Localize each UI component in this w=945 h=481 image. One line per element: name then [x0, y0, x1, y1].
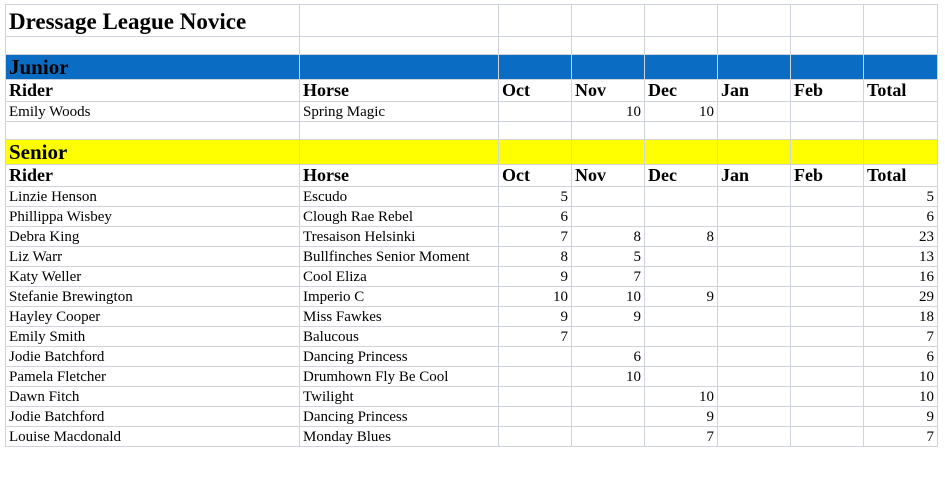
cell-horse[interactable]: Spring Magic — [300, 102, 499, 122]
table-row — [6, 227, 938, 247]
column-header-horse[interactable]: Horse — [300, 165, 499, 187]
column-header-total[interactable]: Total — [864, 165, 938, 187]
league-spreadsheet — [5, 4, 938, 447]
cell-jan[interactable] — [718, 287, 791, 307]
sheet-cell[interactable] — [6, 37, 300, 55]
cell-nov[interactable] — [572, 327, 645, 347]
cell-feb[interactable] — [791, 367, 864, 387]
cell-oct[interactable]: 8 — [499, 247, 572, 267]
cell-horse[interactable]: Escudo — [300, 187, 499, 207]
cell-nov[interactable]: 10 — [572, 287, 645, 307]
cell-feb[interactable] — [791, 267, 864, 287]
cell-horse[interactable]: Clough Rae Rebel — [300, 207, 499, 227]
cell-total[interactable]: 13 — [864, 247, 938, 267]
cell-feb[interactable] — [791, 187, 864, 207]
sheet-cell[interactable] — [864, 55, 938, 80]
sheet-cell[interactable] — [300, 55, 499, 80]
cell-oct[interactable]: 9 — [499, 307, 572, 327]
cell-dec[interactable] — [645, 267, 718, 287]
cell-oct[interactable] — [499, 102, 572, 122]
sheet-cell[interactable] — [718, 122, 791, 140]
cell-total[interactable]: 6 — [864, 207, 938, 227]
sheet-cell[interactable] — [645, 122, 718, 140]
table-row — [6, 427, 938, 447]
sheet-cell[interactable] — [645, 5, 718, 37]
cell-oct[interactable] — [499, 347, 572, 367]
cell-oct[interactable]: 7 — [499, 327, 572, 347]
cell-rider[interactable]: Phillippa Wisbey — [6, 207, 300, 227]
sheet-cell[interactable] — [572, 122, 645, 140]
cell-jan[interactable] — [718, 207, 791, 227]
table-row — [6, 367, 938, 387]
cell-horse[interactable]: Bullfinches Senior Moment — [300, 247, 499, 267]
cell-jan[interactable] — [718, 367, 791, 387]
cell-horse[interactable]: Miss Fawkes — [300, 307, 499, 327]
junior-header-row — [6, 80, 938, 102]
cell-nov[interactable]: 10 — [572, 102, 645, 122]
cell-total[interactable]: 7 — [864, 327, 938, 347]
cell-nov[interactable]: 8 — [572, 227, 645, 247]
cell-total[interactable]: 10 — [864, 387, 938, 407]
table-row — [6, 407, 938, 427]
cell-dec[interactable]: 9 — [645, 407, 718, 427]
cell-rider[interactable]: Debra King — [6, 227, 300, 247]
cell-jan[interactable] — [718, 187, 791, 207]
cell-feb[interactable] — [791, 427, 864, 447]
cell-jan[interactable] — [718, 307, 791, 327]
cell-total[interactable] — [864, 102, 938, 122]
cell-total[interactable]: 23 — [864, 227, 938, 247]
cell-total[interactable]: 18 — [864, 307, 938, 327]
sheet-cell[interactable] — [300, 37, 499, 55]
sheet-cell[interactable] — [645, 140, 718, 165]
cell-rider[interactable]: Linzie Henson — [6, 187, 300, 207]
cell-jan[interactable] — [718, 347, 791, 367]
sheet-cell[interactable] — [864, 37, 938, 55]
cell-rider[interactable]: Katy Weller — [6, 267, 300, 287]
cell-feb[interactable] — [791, 287, 864, 307]
cell-dec[interactable] — [645, 207, 718, 227]
table-row — [6, 207, 938, 227]
cell-feb[interactable] — [791, 102, 864, 122]
cell-nov[interactable] — [572, 407, 645, 427]
table-row — [6, 347, 938, 367]
column-header-oct[interactable]: Oct — [499, 165, 572, 187]
blank-row — [6, 37, 938, 55]
cell-oct[interactable]: 7 — [499, 227, 572, 247]
cell-rider[interactable]: Jodie Batchford — [6, 407, 300, 427]
table-row — [6, 387, 938, 407]
cell-oct[interactable]: 10 — [499, 287, 572, 307]
cell-jan[interactable] — [718, 387, 791, 407]
sheet-cell[interactable] — [791, 37, 864, 55]
sheet-cell[interactable] — [791, 55, 864, 80]
cell-oct[interactable] — [499, 407, 572, 427]
sheet-cell[interactable] — [718, 55, 791, 80]
sheet-cell[interactable] — [499, 5, 572, 37]
cell-dec[interactable] — [645, 247, 718, 267]
cell-oct[interactable]: 5 — [499, 187, 572, 207]
senior-header-row — [6, 165, 938, 187]
sheet-cell[interactable] — [572, 37, 645, 55]
sheet-cell[interactable] — [499, 122, 572, 140]
cell-horse[interactable]: Monday Blues — [300, 427, 499, 447]
cell-nov[interactable] — [572, 187, 645, 207]
sheet-cell[interactable] — [6, 122, 300, 140]
sheet-cell[interactable] — [864, 140, 938, 165]
senior-section-cell[interactable] — [6, 140, 300, 165]
cell-feb[interactable] — [791, 307, 864, 327]
column-header-dec[interactable]: Dec — [645, 80, 718, 102]
table-row — [6, 287, 938, 307]
sheet-cell[interactable] — [300, 140, 499, 165]
junior-section-label: Junior — [9, 55, 69, 79]
cell-nov[interactable]: 9 — [572, 307, 645, 327]
cell-oct[interactable]: 6 — [499, 207, 572, 227]
column-header-total[interactable]: Total — [864, 80, 938, 102]
cell-feb[interactable] — [791, 347, 864, 367]
sheet-title-cell[interactable] — [6, 5, 300, 37]
cell-jan[interactable] — [718, 427, 791, 447]
cell-rider[interactable]: Pamela Fletcher — [6, 367, 300, 387]
sheet-cell[interactable] — [645, 55, 718, 80]
cell-dec[interactable]: 8 — [645, 227, 718, 247]
table-row — [6, 102, 938, 122]
sheet-cell[interactable] — [300, 5, 499, 37]
sheet-cell[interactable] — [791, 122, 864, 140]
cell-rider[interactable]: Dawn Fitch — [6, 387, 300, 407]
junior-section-row — [6, 55, 938, 80]
cell-nov[interactable]: 6 — [572, 347, 645, 367]
sheet-cell[interactable] — [864, 5, 938, 37]
sheet-cell[interactable] — [499, 37, 572, 55]
cell-horse[interactable]: Drumhown Fly Be Cool — [300, 367, 499, 387]
cell-dec[interactable]: 10 — [645, 387, 718, 407]
cell-oct[interactable] — [499, 387, 572, 407]
cell-total[interactable]: 29 — [864, 287, 938, 307]
cell-dec[interactable]: 7 — [645, 427, 718, 447]
sheet-cell[interactable] — [572, 140, 645, 165]
cell-dec[interactable] — [645, 187, 718, 207]
cell-rider[interactable]: Hayley Cooper — [6, 307, 300, 327]
sheet-cell[interactable] — [718, 140, 791, 165]
sheet-cell[interactable] — [499, 55, 572, 80]
sheet-cell[interactable] — [300, 122, 499, 140]
column-header-rider[interactable]: Rider — [6, 165, 300, 187]
cell-nov[interactable] — [572, 387, 645, 407]
cell-total[interactable]: 6 — [864, 347, 938, 367]
cell-dec[interactable] — [645, 307, 718, 327]
senior-section-row — [6, 140, 938, 165]
column-header-oct[interactable]: Oct — [499, 80, 572, 102]
cell-horse[interactable]: Cool Eliza — [300, 267, 499, 287]
cell-oct[interactable] — [499, 367, 572, 387]
cell-oct[interactable] — [499, 427, 572, 447]
column-header-horse[interactable]: Horse — [300, 80, 499, 102]
column-header-nov[interactable]: Nov — [572, 165, 645, 187]
cell-dec[interactable] — [645, 347, 718, 367]
sheet-cell[interactable] — [572, 5, 645, 37]
sheet-title: Dressage League Novice — [9, 9, 247, 34]
column-header-feb[interactable]: Feb — [791, 80, 864, 102]
cell-total[interactable]: 7 — [864, 427, 938, 447]
cell-rider[interactable]: Stefanie Brewington — [6, 287, 300, 307]
cell-feb[interactable] — [791, 407, 864, 427]
column-header-rider[interactable]: Rider — [6, 80, 300, 102]
cell-jan[interactable] — [718, 227, 791, 247]
cell-total[interactable]: 16 — [864, 267, 938, 287]
table-row — [6, 247, 938, 267]
sheet-cell[interactable] — [791, 5, 864, 37]
sheet-cell[interactable] — [718, 37, 791, 55]
cell-dec[interactable]: 9 — [645, 287, 718, 307]
cell-dec[interactable]: 10 — [645, 102, 718, 122]
cell-feb[interactable] — [791, 327, 864, 347]
sheet-cell[interactable] — [572, 55, 645, 80]
cell-horse[interactable]: Imperio C — [300, 287, 499, 307]
cell-nov[interactable] — [572, 427, 645, 447]
cell-rider[interactable]: Liz Warr — [6, 247, 300, 267]
table-row — [6, 187, 938, 207]
cell-jan[interactable] — [718, 267, 791, 287]
cell-feb[interactable] — [791, 247, 864, 267]
cell-jan[interactable] — [718, 247, 791, 267]
cell-total[interactable]: 9 — [864, 407, 938, 427]
table-row — [6, 307, 938, 327]
cell-rider[interactable]: Emily Woods — [6, 102, 300, 122]
cell-jan[interactable] — [718, 407, 791, 427]
cell-horse[interactable]: Twilight — [300, 387, 499, 407]
column-header-dec[interactable]: Dec — [645, 165, 718, 187]
cell-oct[interactable]: 9 — [499, 267, 572, 287]
cell-dec[interactable] — [645, 367, 718, 387]
cell-horse[interactable]: Tresaison Helsinki — [300, 227, 499, 247]
cell-rider[interactable]: Jodie Batchford — [6, 347, 300, 367]
table-row — [6, 267, 938, 287]
cell-feb[interactable] — [791, 227, 864, 247]
cell-horse[interactable]: Balucous — [300, 327, 499, 347]
senior-section-label: Senior — [9, 140, 68, 164]
cell-horse[interactable]: Dancing Princess — [300, 347, 499, 367]
sheet-cell[interactable] — [791, 140, 864, 165]
cell-jan[interactable] — [718, 102, 791, 122]
cell-nov[interactable]: 10 — [572, 367, 645, 387]
sheet-cell[interactable] — [864, 122, 938, 140]
column-header-feb[interactable]: Feb — [791, 165, 864, 187]
cell-jan[interactable] — [718, 327, 791, 347]
cell-nov[interactable]: 7 — [572, 267, 645, 287]
column-header-jan[interactable]: Jan — [718, 80, 791, 102]
cell-rider[interactable]: Emily Smith — [6, 327, 300, 347]
table-row — [6, 327, 938, 347]
sheet-cell[interactable] — [499, 140, 572, 165]
column-header-jan[interactable]: Jan — [718, 165, 791, 187]
cell-dec[interactable] — [645, 327, 718, 347]
cell-nov[interactable]: 5 — [572, 247, 645, 267]
column-header-nov[interactable]: Nov — [572, 80, 645, 102]
blank-row — [6, 122, 938, 140]
cell-feb[interactable] — [791, 387, 864, 407]
sheet-cell[interactable] — [645, 37, 718, 55]
cell-total[interactable]: 5 — [864, 187, 938, 207]
cell-nov[interactable] — [572, 207, 645, 227]
cell-total[interactable]: 10 — [864, 367, 938, 387]
cell-feb[interactable] — [791, 207, 864, 227]
cell-rider[interactable]: Louise Macdonald — [6, 427, 300, 447]
cell-horse[interactable]: Dancing Princess — [300, 407, 499, 427]
sheet-cell[interactable] — [718, 5, 791, 37]
title-row — [6, 5, 938, 37]
junior-section-cell[interactable] — [6, 55, 300, 80]
